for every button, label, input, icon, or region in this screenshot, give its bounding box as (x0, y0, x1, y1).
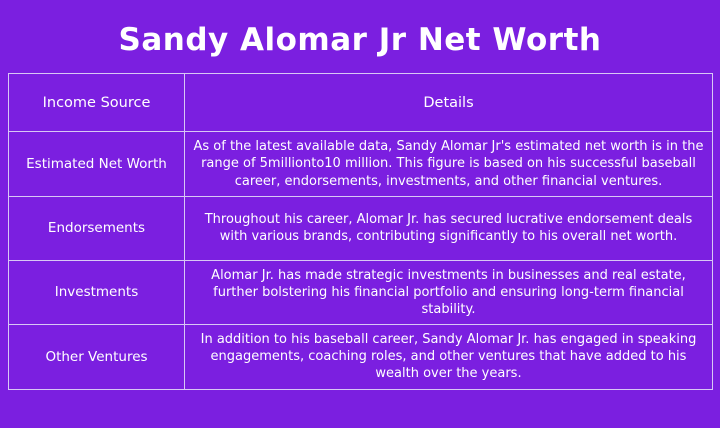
cell-details: Alomar Jr. has made strategic investments in businesses and real estate, further bolstering his financial portfolio and ensuring long-term financial stability. (185, 260, 713, 324)
table-header (9, 74, 713, 132)
cell-income-source: Investments (9, 260, 185, 324)
table-row (9, 260, 713, 324)
net-worth-table (8, 73, 713, 389)
cell-income-source: Estimated Net Worth (9, 132, 185, 196)
table-row (9, 325, 713, 389)
cell-income-source: Endorsements (9, 196, 185, 260)
cell-income-source: Other Ventures (9, 325, 185, 389)
cell-details: Throughout his career, Alomar Jr. has secured lucrative endorsement deals with various brands, contributing significantly to his overall net worth. (185, 196, 713, 260)
table-row (9, 196, 713, 260)
cell-details: As of the latest available data, Sandy Alomar Jr's estimated net worth is in the range of 5millionto10 million. This figure is based on his successful baseball career, endorsements, investments, and other financial ventures. (185, 132, 713, 196)
table-row (9, 132, 713, 196)
table-body (9, 132, 713, 389)
table-header-row (9, 74, 713, 132)
cell-details: In addition to his baseball career, Sandy Alomar Jr. has engaged in speaking engagements, coaching roles, and other ventures that have added to his wealth over the years. (185, 325, 713, 389)
column-header-details: Details (185, 74, 713, 132)
column-header-income-source: Income Source (9, 74, 185, 132)
page-title: Sandy Alomar Jr Net Worth (118, 22, 602, 58)
net-worth-table-wrapper (8, 73, 712, 389)
